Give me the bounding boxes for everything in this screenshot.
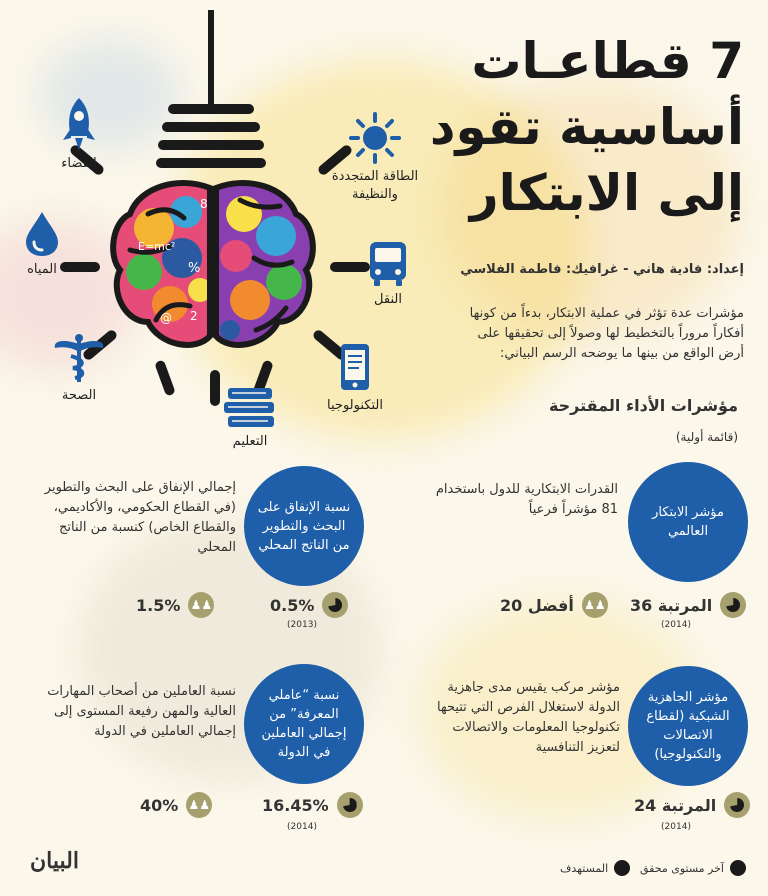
indicator-circle-rnd: نسبة الإنفاق على البحث والتطوير من الناتج المحلي (244, 466, 364, 586)
indicator-achieved-gii (630, 592, 746, 618)
indicator-desc-rnd: إجمالي الإنفاق على البحث والتطوير (في القطاع الحكومي، والأكاديمي، والقطاع الخاص) كنسبة من الناتج المحلي (44, 480, 236, 555)
sector-water (12, 210, 72, 277)
indicator-achieved-kw (262, 792, 363, 818)
clock-icon (724, 792, 750, 818)
credits: إعداد: فادية هاني - غرافيك: فاطمة الفلاسي (460, 262, 744, 277)
svg-text:8: 8 (200, 197, 208, 211)
sector-energy (320, 112, 430, 204)
people-icon: ♟♟ (188, 592, 214, 618)
sector-technology-label: التكنولوجيا (327, 398, 383, 413)
sector-technology (310, 342, 400, 413)
svg-text:E=mc²: E=mc² (138, 240, 176, 253)
indicator-desc-gii: القدرات الابتكارية للدول باستخدام 81 مؤشراً فرعياً (435, 482, 618, 517)
legend-achieved-label: آخر مستوى محقق (640, 861, 724, 875)
indicator-achieved-nri (634, 792, 750, 818)
clock-icon (720, 592, 746, 618)
indicator-achieved-value: المرتبة 24 (634, 795, 717, 815)
sun-icon (349, 112, 401, 164)
indicator-target-value: 40% (140, 795, 179, 815)
sector-education (210, 386, 290, 449)
indicator-target-gii (500, 592, 608, 618)
indicator-target-value: أفضل 20 (500, 595, 574, 615)
indicator-circle-nri: مؤشر الجاهزية الشبكية (لقطاع الاتصالات والتكنولوجيا) (628, 666, 748, 786)
bus-icon (366, 240, 410, 288)
legend-target (560, 860, 630, 876)
indicator-target-rnd (136, 592, 214, 618)
sector-transport-label: النقل (374, 292, 402, 307)
indicator-year-nri: (2014) (661, 822, 691, 832)
albayan-logo: البيان (30, 848, 79, 874)
indicator-year-rnd: (2013) (287, 620, 317, 630)
indicator-target-kw (140, 792, 212, 818)
indicator-year-gii: (2014) (661, 620, 691, 630)
sector-energy-label: الطاقة المتجددة والنظيفة (331, 169, 419, 202)
indicator-year-kw: (2014) (287, 822, 317, 832)
legend-achieved (640, 860, 746, 876)
caduceus-icon (51, 334, 107, 384)
clock-icon (322, 592, 348, 618)
headline-line-1: 7 قطاعـات (471, 32, 744, 90)
sector-water-label: المياه (27, 262, 57, 277)
people-icon: ♟♟ (582, 592, 608, 618)
headline-line-3: إلى الابتكار (469, 164, 744, 222)
kpi-title: مؤشرات الأداء المقترحة (548, 396, 738, 415)
indicator-desc-nri: مؤشر مركب يقيس مدى جاهزية الدولة لاستغلال الفرص التي تتيحها تكنولوجيا المعلومات والاتصالات لتعزيز التنافسية (436, 680, 620, 755)
headline-line-2: أساسية تقود (429, 98, 744, 156)
people-icon: ♟♟ (186, 792, 212, 818)
sector-space-label: الفضاء (61, 156, 97, 171)
sector-health-label: الصحة (61, 388, 97, 403)
svg-text:@: @ (160, 311, 172, 325)
water-drop-icon (24, 210, 60, 258)
sector-space (44, 96, 114, 171)
legend-target-label: المستهدف (560, 861, 609, 875)
indicator-circle-gii: مؤشر الابتكار العالمي (628, 462, 748, 582)
indicator-achieved-value: المرتبة 36 (630, 595, 713, 615)
sector-transport (358, 240, 418, 307)
people-icon (614, 860, 630, 876)
svg-text:%: % (188, 261, 201, 276)
clock-icon (337, 792, 363, 818)
indicator-achieved-value: 0.5% (270, 595, 315, 615)
books-icon (222, 386, 278, 430)
svg-text:2: 2 (190, 309, 198, 323)
sector-health (44, 334, 114, 403)
indicator-circle-kw: نسبة “عاملي المعرفة” من إجمالي العاملين في الدولة (244, 664, 364, 784)
indicator-achieved-rnd (270, 592, 348, 618)
rocket-icon (59, 96, 99, 152)
headline (414, 28, 744, 226)
intro-text: مؤشرات عدة تؤثر في عملية الابتكار، بدءاً من كونها أفكاراً مروراً بالتخطيط لها وصولاً إلى تحقيقها على أرض الواقع من بينها ما يوضحه الرسم البياني: (469, 306, 744, 361)
clock-icon (730, 860, 746, 876)
indicator-target-value: 1.5% (136, 595, 181, 615)
indicator-desc-kw: نسبة العاملين من أصحاب المهارات العالية والمهن رفيعة المستوى إلى إجمالي العاملين في الدولة (47, 684, 236, 739)
sector-education-label: التعليم (232, 434, 268, 449)
indicator-achieved-value: 16.45% (262, 795, 329, 815)
smartphone-icon (335, 342, 375, 394)
kpi-subtitle: (قائمة أولية) (675, 430, 738, 444)
